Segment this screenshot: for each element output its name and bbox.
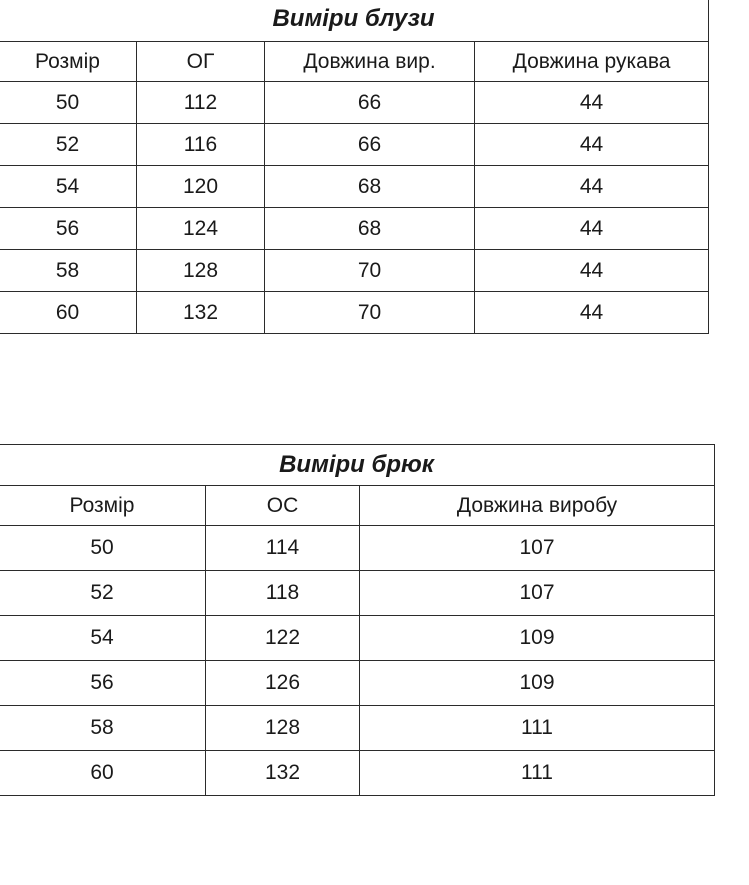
column-header-length: Довжина виробу	[360, 486, 715, 526]
table-row	[0, 124, 709, 166]
table-row	[0, 250, 709, 292]
cell-size: 52	[0, 124, 137, 166]
cell-chest: 112	[137, 82, 265, 124]
table-row	[0, 82, 709, 124]
table-header-row	[0, 486, 715, 526]
cell-size: 52	[0, 571, 206, 616]
cell-size: 56	[0, 661, 206, 706]
cell-length: 111	[360, 706, 715, 751]
cell-waist: 132	[206, 751, 360, 796]
cell-size: 54	[0, 166, 137, 208]
table-row	[0, 166, 709, 208]
cell-size: 50	[0, 82, 137, 124]
column-header-waist: ОС	[206, 486, 360, 526]
cell-sleeve-length: 44	[475, 124, 709, 166]
table-row	[0, 292, 709, 334]
cell-waist: 122	[206, 616, 360, 661]
cell-length: 107	[360, 526, 715, 571]
table-row	[0, 208, 709, 250]
cell-length: 68	[265, 208, 475, 250]
pants-measurements-table	[0, 444, 715, 796]
column-header-sleeve-length: Довжина рукава	[475, 42, 709, 82]
table-row	[0, 616, 715, 661]
cell-chest: 120	[137, 166, 265, 208]
cell-length: 68	[265, 166, 475, 208]
cell-size: 58	[0, 250, 137, 292]
table-row	[0, 706, 715, 751]
table-row	[0, 661, 715, 706]
table-row	[0, 751, 715, 796]
cell-length: 66	[265, 124, 475, 166]
cell-size: 58	[0, 706, 206, 751]
cell-length: 107	[360, 571, 715, 616]
column-header-size: Розмір	[0, 486, 206, 526]
cell-size: 60	[0, 292, 137, 334]
pants-table-title: Виміри брюк	[0, 445, 715, 486]
cell-size: 56	[0, 208, 137, 250]
cell-length: 111	[360, 751, 715, 796]
table-title-row	[0, 0, 709, 42]
cell-chest: 116	[137, 124, 265, 166]
cell-waist: 128	[206, 706, 360, 751]
cell-length: 66	[265, 82, 475, 124]
cell-chest: 132	[137, 292, 265, 334]
cell-length: 70	[265, 292, 475, 334]
cell-sleeve-length: 44	[475, 208, 709, 250]
table-title-row	[0, 445, 715, 486]
cell-length: 109	[360, 661, 715, 706]
cell-waist: 126	[206, 661, 360, 706]
cell-waist: 118	[206, 571, 360, 616]
column-header-size: Розмір	[0, 42, 137, 82]
blouse-table-title: Виміри блузи	[0, 0, 709, 42]
table-header-row	[0, 42, 709, 82]
cell-length: 70	[265, 250, 475, 292]
cell-sleeve-length: 44	[475, 250, 709, 292]
table-row	[0, 571, 715, 616]
cell-sleeve-length: 44	[475, 292, 709, 334]
cell-size: 50	[0, 526, 206, 571]
cell-sleeve-length: 44	[475, 166, 709, 208]
cell-waist: 114	[206, 526, 360, 571]
cell-size: 60	[0, 751, 206, 796]
cell-sleeve-length: 44	[475, 82, 709, 124]
table-row	[0, 526, 715, 571]
cell-chest: 124	[137, 208, 265, 250]
cell-length: 109	[360, 616, 715, 661]
blouse-measurements-table	[0, 0, 709, 334]
cell-chest: 128	[137, 250, 265, 292]
column-header-length: Довжина вир.	[265, 42, 475, 82]
cell-size: 54	[0, 616, 206, 661]
column-header-chest: ОГ	[137, 42, 265, 82]
